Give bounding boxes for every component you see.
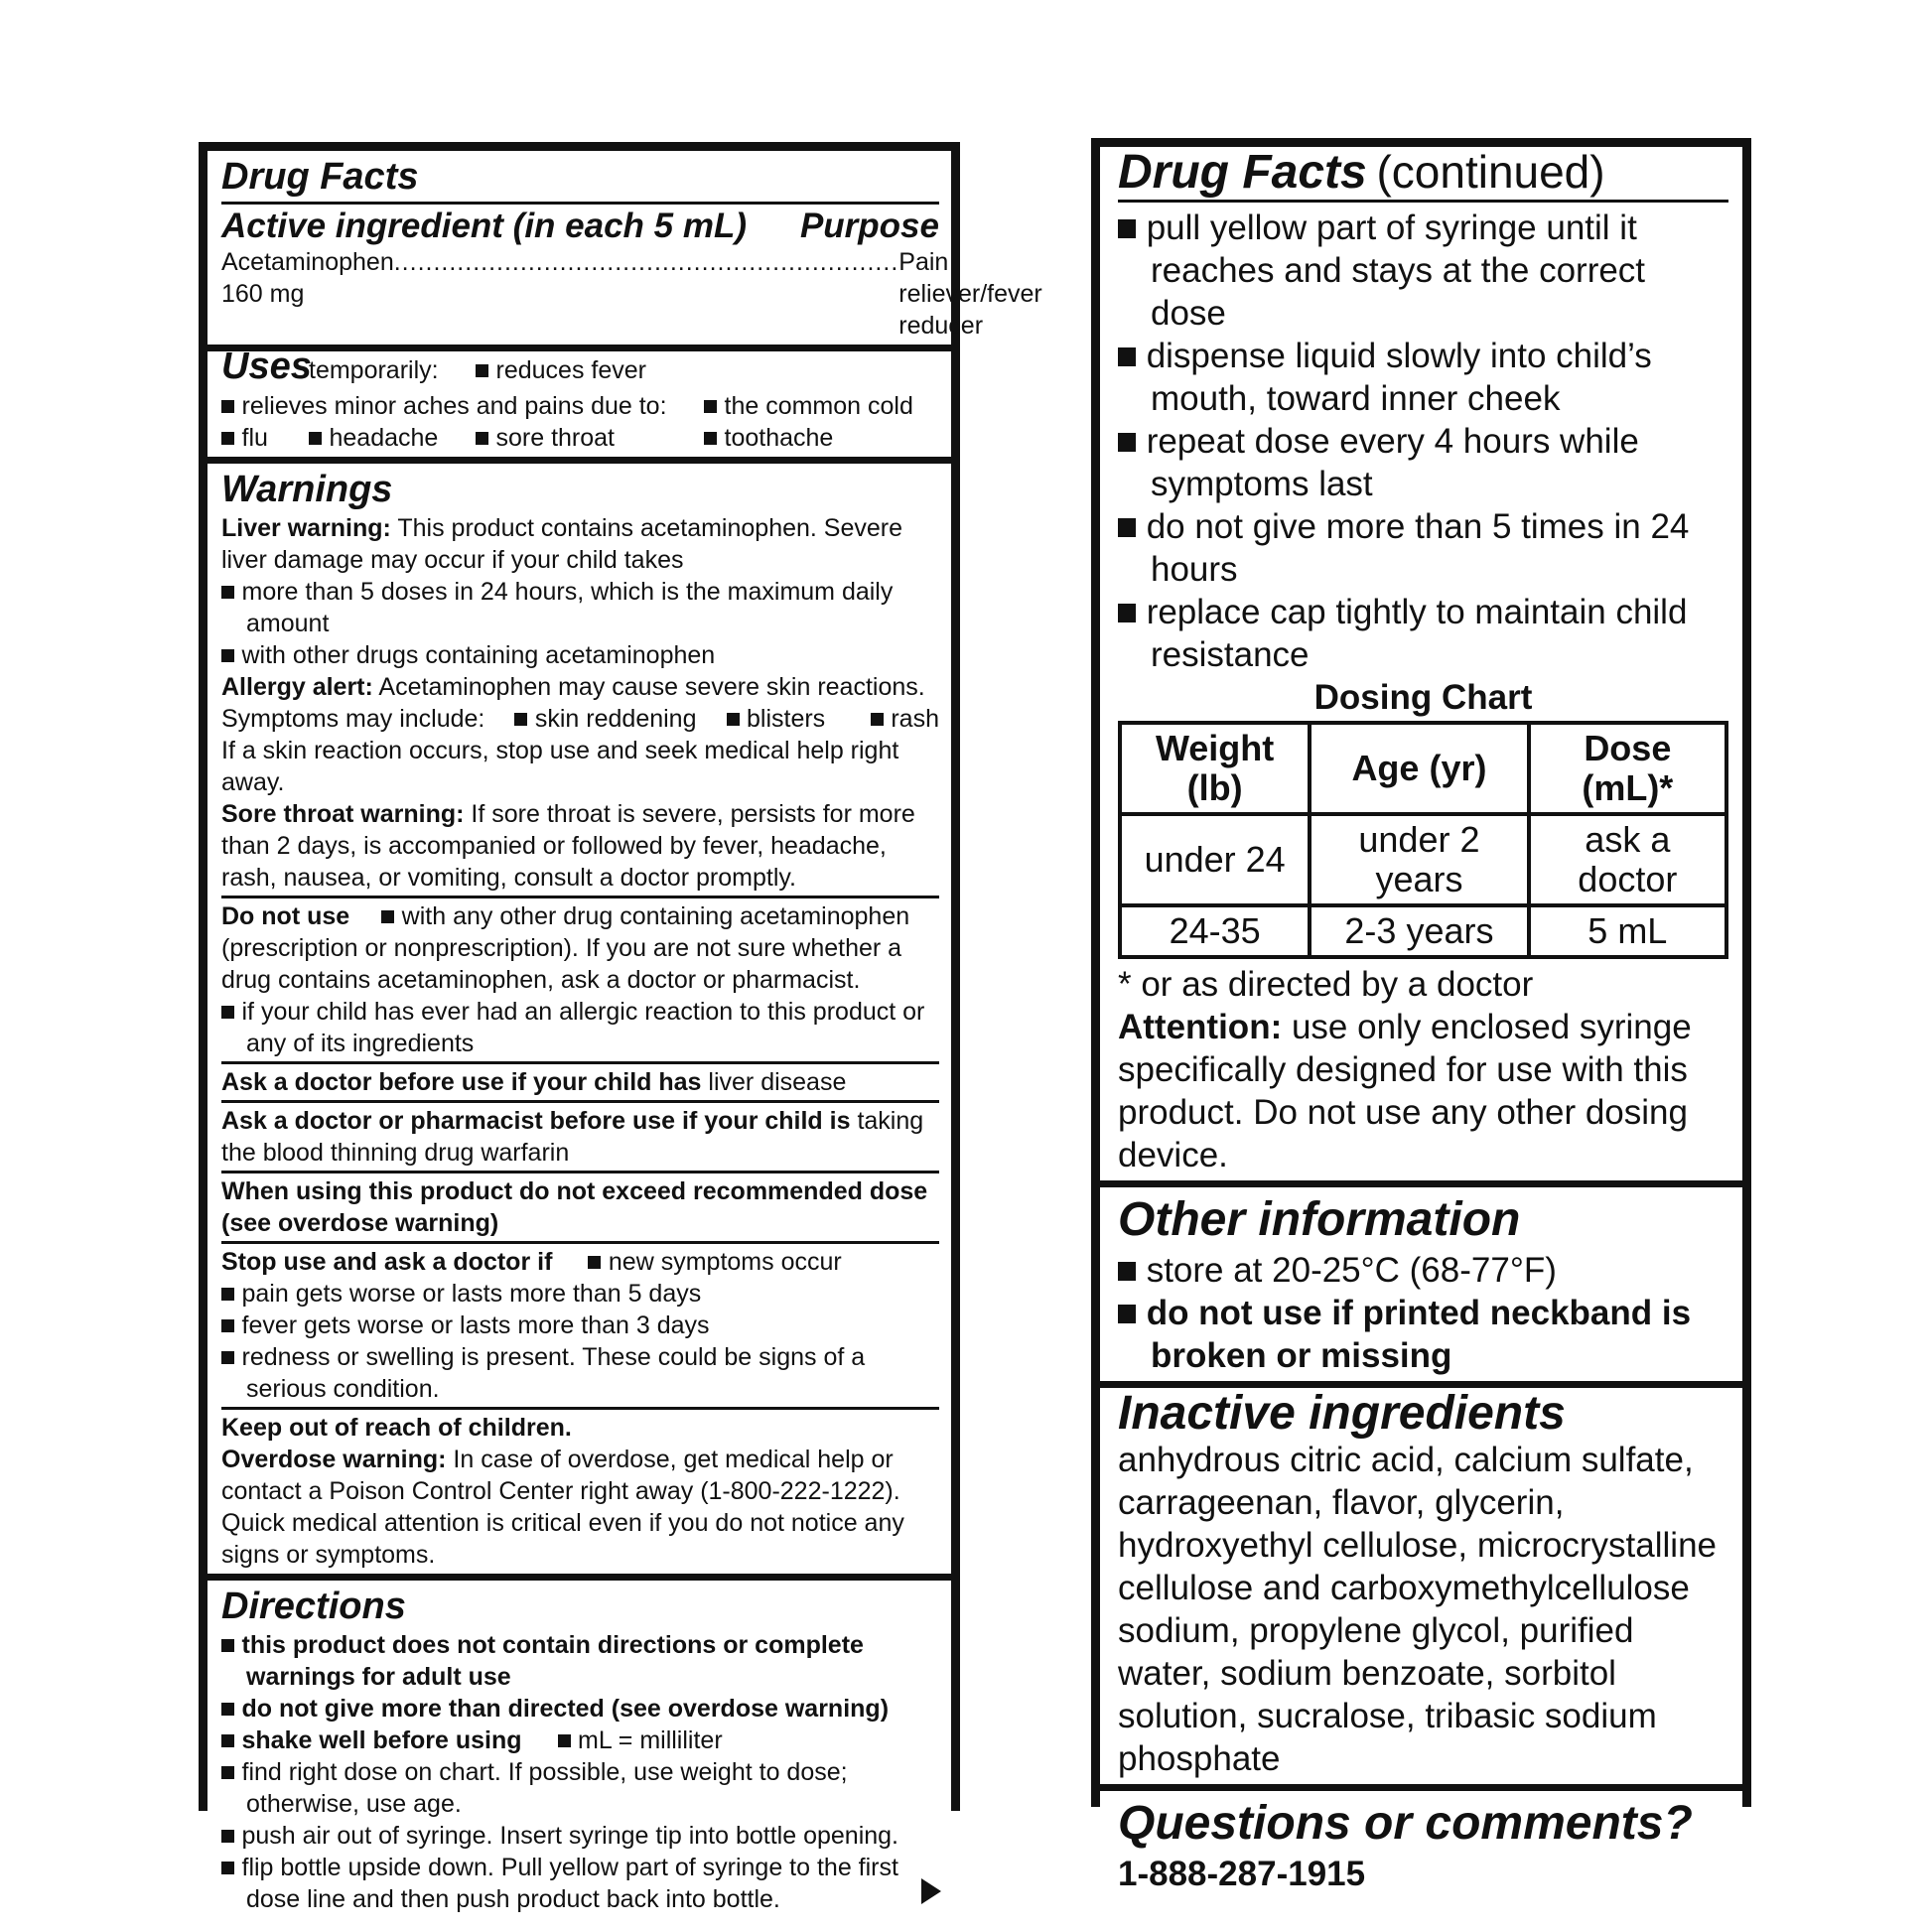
uses-item: sore throat <box>476 422 615 454</box>
uses-item: relieves minor aches and pains due to: <box>221 390 667 422</box>
bullet-square-icon <box>221 1830 234 1843</box>
directions-item: find right dose on chart. If possible, use weight to dose; otherwise, use age. <box>221 1756 939 1820</box>
bullet-square-icon <box>221 1288 234 1301</box>
uses-item: flu <box>221 422 268 454</box>
dosing-footnote: * or as directed by a doctor <box>1118 965 1534 1004</box>
directions-item: do not give more than 5 times in 24 hours <box>1118 505 1728 591</box>
skin-reaction-text: If a skin reaction occurs, stop use and seek medical help right away. <box>221 737 899 796</box>
directions-item: repeat dose every 4 hours while symptoms last <box>1118 420 1728 505</box>
uses-item: headache <box>309 422 438 454</box>
inactive-ingredients-text: Inactive ingredients anhydrous citric acid, calcium sulfate, carrageenan, flavor, glycerin, hydroxyethyl cellulose, microcrystalline cellulose and carboxymethylcellulose sodium, propylene glycol, purified water, sodium benzoate, sorbitol solution, sucralose, tribasic sodium phosphate <box>1118 1387 1717 1778</box>
leader-dots: ................................................................ <box>393 248 899 276</box>
stop-use-item: fever gets worse or lasts more than 3 days <box>221 1310 939 1341</box>
bullet-square-icon <box>1118 604 1136 621</box>
keep-out-of-reach: Keep out of reach of children. <box>221 1414 572 1442</box>
inactive-ingredients-section <box>1100 1388 1742 1784</box>
bullet-square-icon <box>1118 518 1136 536</box>
bullet-square-icon <box>476 364 488 377</box>
bullet-square-icon <box>309 432 322 445</box>
other-info-item: do not use if printed neckband is broken or missing <box>1118 1292 1728 1377</box>
directions-item: pull yellow part of syringe until it reaches and stays at the correct dose <box>1118 207 1728 335</box>
bullet-square-icon <box>1118 1262 1136 1280</box>
drug-facts-continued-title: Drug Facts (continued) <box>1118 146 1605 199</box>
uses-section <box>207 345 951 457</box>
column-header: Dose (mL)* <box>1529 723 1726 814</box>
uses-item: toothache <box>704 422 833 454</box>
stop-use-item: redness or swelling is present. These could be signs of a serious condition. <box>221 1341 939 1405</box>
other-information-header: Other information <box>1118 1193 1521 1246</box>
other-information-section <box>1100 1187 1742 1381</box>
table-cell: under 2 years <box>1310 814 1528 905</box>
bullet-square-icon <box>558 1734 571 1747</box>
bullet-square-icon <box>476 432 488 445</box>
table-row <box>1120 814 1726 905</box>
allergy-alert: Allergy alert: Acetaminophen may cause severe skin reactions. <box>221 673 925 701</box>
stop-use-item: pain gets worse or lasts more than 5 days <box>221 1278 939 1310</box>
purpose-header: Purpose <box>799 207 939 245</box>
bullet-square-icon <box>1118 219 1136 237</box>
directions-item: dispense liquid slowly into child’s mouth, toward inner cheek <box>1118 335 1728 420</box>
questions-header: Questions or comments? <box>1118 1797 1693 1850</box>
questions-section <box>1100 1791 1742 1899</box>
symptoms-row: Symptoms may include: skin reddening blisters rash <box>221 705 939 733</box>
dosing-chart-title: Dosing Chart <box>1313 678 1533 717</box>
drug-facts-title: Drug Facts <box>221 156 419 198</box>
table-row <box>1120 905 1726 957</box>
bullet-square-icon <box>221 1351 234 1364</box>
directions-item: do not give more than directed (see overdose warning) <box>221 1693 939 1725</box>
bullet-square-icon <box>1118 1305 1136 1322</box>
overdose-warning: Overdose warning: In case of overdose, get medical help or contact a Poison Control Center right away (1-800-222-1222). Quick medical attention is critical even if you do not notice any signs or symptoms. <box>221 1446 904 1569</box>
continue-arrow-icon <box>921 1878 941 1904</box>
table-cell: 5 mL <box>1529 905 1726 957</box>
uses-item: the common cold <box>704 390 913 422</box>
directions-section <box>207 1581 951 1918</box>
sore-throat-warning: Sore throat warning: If sore throat is severe, persists for more than 2 days, is accompanied or followed by fever, headache, rash, nausea, or vomiting, consult a doctor promptly. <box>221 800 915 892</box>
bullet-square-icon <box>221 586 234 599</box>
column-header: Weight (lb) <box>1120 723 1310 814</box>
drug-facts-panel-left <box>199 142 1042 1913</box>
bullet-square-icon <box>221 1319 234 1332</box>
ask-doctor-pharmacist: Ask a doctor or pharmacist before use if your child is taking the blood thinning drug warfarin <box>221 1107 924 1167</box>
do-not-use: Do not use with any other drug containing acetaminophen (prescription or nonprescription). If you are not sure whether a drug contains acetaminophen, ask a doctor or pharmacist. <box>221 902 910 994</box>
directions-continued-section <box>1100 147 1742 1180</box>
active-ingredient-section <box>207 151 1042 345</box>
directions-item: push air out of syringe. Insert syringe tip into bottle opening. <box>221 1820 939 1852</box>
bullet-square-icon <box>221 649 234 662</box>
bullet-square-icon <box>221 1862 234 1874</box>
bullet-square-icon <box>727 713 740 726</box>
directions-item: replace cap tightly to maintain child resistance <box>1118 591 1728 676</box>
table-cell: 2-3 years <box>1310 905 1528 957</box>
bullet-square-icon <box>704 400 717 413</box>
bullet-square-icon <box>221 1766 234 1779</box>
dosing-chart-table <box>1118 721 1728 959</box>
bullet-square-icon <box>704 432 717 445</box>
stop-use: Stop use and ask a doctor if new symptoms occur <box>221 1248 842 1276</box>
warnings-section <box>207 464 951 1574</box>
liver-warning: Liver warning: This product contains acetaminophen. Severe liver damage may occur if your child takes <box>221 514 903 574</box>
directions-item: flip bottle upside down. Pull yellow part of syringe to the first dose line and then push product back into bottle. <box>221 1852 939 1915</box>
table-header-row <box>1120 723 1726 814</box>
bullet-square-icon <box>1118 433 1136 451</box>
drug-facts-panel-right <box>1091 138 1751 1893</box>
directions-header: Directions <box>221 1586 406 1627</box>
attention-note: Attention: use only enclosed syringe specifically designed for use with this product. Do not use any other dosing device. <box>1118 1008 1692 1174</box>
bullet-square-icon <box>871 713 884 726</box>
liver-item: more than 5 doses in 24 hours, which is the maximum daily amount <box>221 576 939 639</box>
active-ingredient-header: Active ingredient (in each 5 mL) <box>221 207 747 245</box>
bullet-square-icon <box>514 713 527 726</box>
other-info-item: store at 20-25°C (68-77°F) <box>1118 1249 1728 1292</box>
bullet-square-icon <box>221 1703 234 1716</box>
do-not-use-item: if your child has ever had an allergic reaction to this product or any of its ingredients <box>221 996 939 1059</box>
phone-number: 1-888-287-1915 <box>1118 1855 1366 1893</box>
liver-item: with other drugs containing acetaminophen <box>221 639 939 671</box>
warnings-header: Warnings <box>221 469 393 510</box>
bullet-square-icon <box>221 1639 234 1652</box>
table-cell: 24-35 <box>1120 905 1310 957</box>
uses-item: reduces fever <box>476 354 646 386</box>
bullet-square-icon <box>221 1006 234 1019</box>
column-header: Age (yr) <box>1310 723 1528 814</box>
uses-temporarily: temporarily: <box>309 356 439 384</box>
bullet-square-icon <box>221 1734 234 1747</box>
bullet-square-icon <box>221 400 234 413</box>
bullet-square-icon <box>588 1256 601 1269</box>
directions-item: this product does not contain directions or complete warnings for adult use <box>221 1629 939 1693</box>
table-cell: under 24 <box>1120 814 1310 905</box>
bullet-square-icon <box>1118 347 1136 365</box>
bullet-square-icon <box>221 432 234 445</box>
uses-header: Uses <box>221 345 312 387</box>
bullet-square-icon <box>381 910 394 923</box>
ask-doctor: Ask a doctor before use if your child has liver disease <box>221 1068 847 1096</box>
ingredient-purpose: Pain reliever/fever reducer <box>898 248 1042 340</box>
directions-item: shake well before using mL = milliliter <box>221 1725 939 1756</box>
table-cell: ask a doctor <box>1529 814 1726 905</box>
when-using: When using this product do not exceed recommended dose (see overdose warning) <box>221 1177 928 1237</box>
ingredient-name: Acetaminophen 160 mg <box>221 248 394 308</box>
